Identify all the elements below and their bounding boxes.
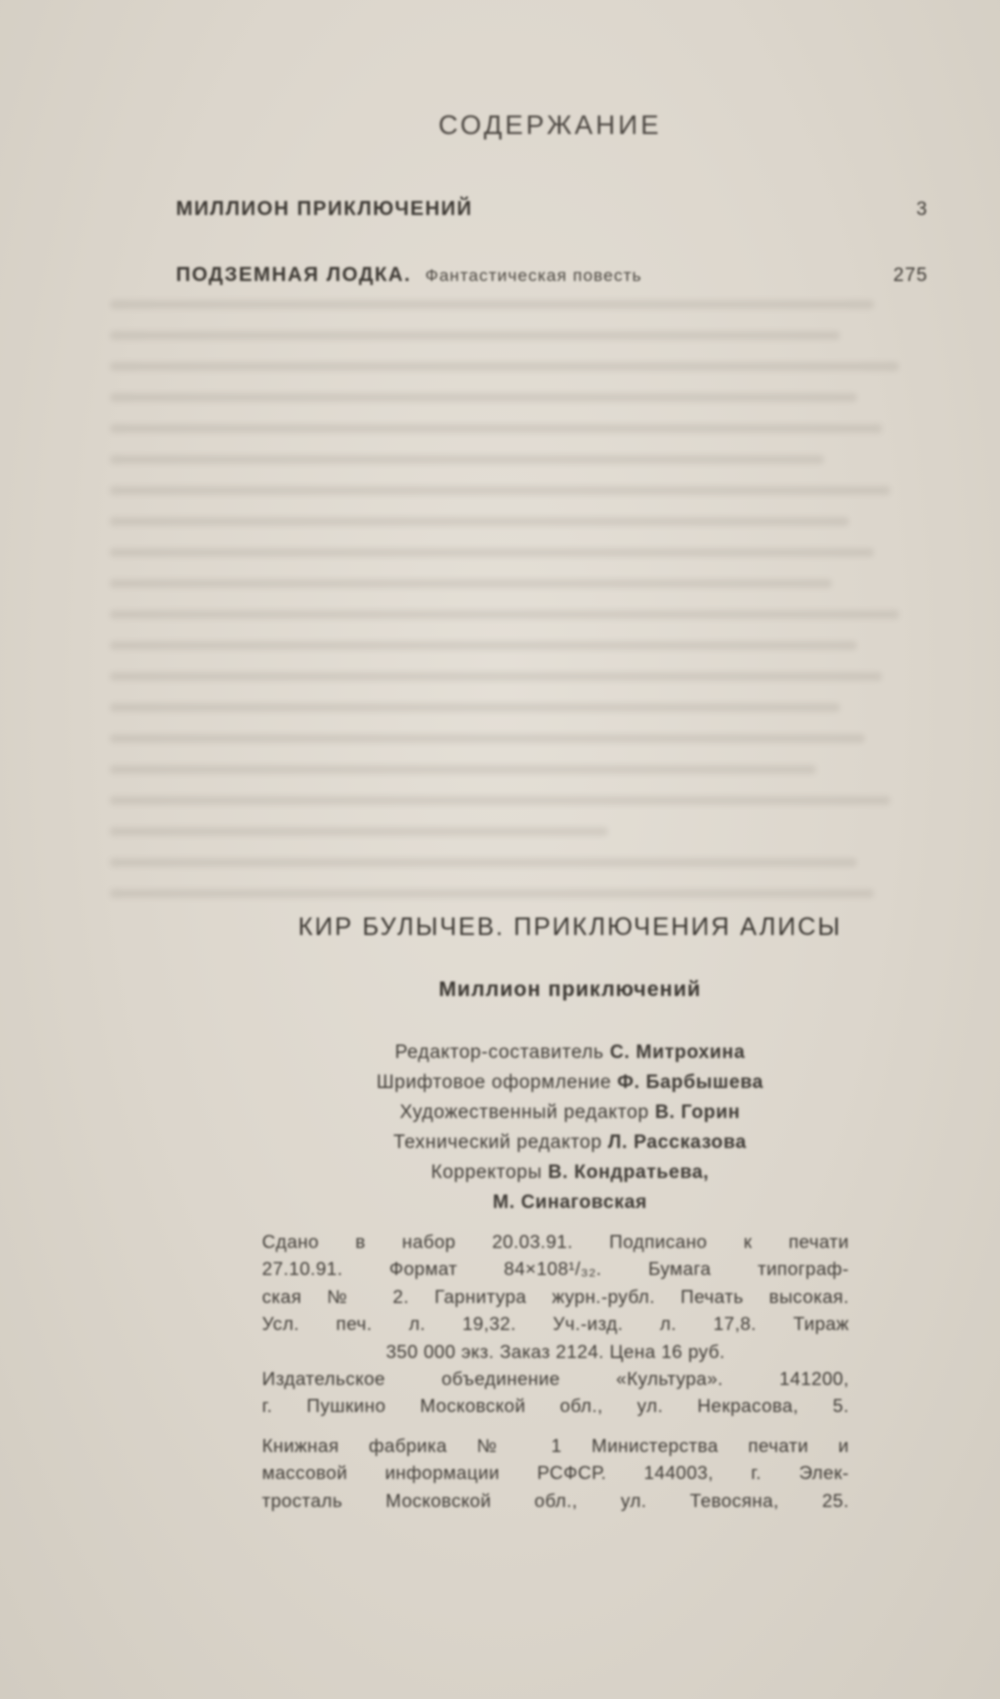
credit-line <box>250 1038 890 1068</box>
credit-role: Редактор-составитель <box>394 1042 604 1063</box>
printer-line: тросталь Московской обл., ул. Тевосяна, 25. <box>262 1489 849 1511</box>
credit-name: В. Кондратьева, <box>548 1162 710 1183</box>
imprint-line: 350 000 экз. Заказ 2124. Цена 16 руб. <box>385 1340 726 1362</box>
printer-block <box>262 1432 849 1514</box>
imprint-line: Усл. печ. л. 19,32. Уч.-изд. л. 17,8. Тираж <box>262 1313 849 1335</box>
imprint-line: 27.10.91. Формат 84×108¹/₃₂. Бумага типограф- <box>262 1258 849 1280</box>
credit-line <box>250 1068 890 1098</box>
credit-name: С. Митрохина <box>609 1042 746 1063</box>
imprint-line: Издательское объединение «Культура». 141200, <box>262 1368 849 1390</box>
contents-entry-page: 3 <box>916 199 928 220</box>
imprint-line: г. Пушкино Московской обл., ул. Некрасова, 5. <box>262 1395 849 1417</box>
imprint-block <box>262 1228 849 1420</box>
credits-block <box>250 1038 890 1218</box>
credit-name: В. Горин <box>654 1102 741 1123</box>
credit-line <box>250 1098 890 1128</box>
printer-line: Книжная фабрика № 1 Министерства печати и <box>262 1435 849 1456</box>
contents-entry-page: 275 <box>893 265 928 286</box>
contents-entry <box>176 198 928 221</box>
contents-entry-title: МИЛЛИОН ПРИКЛЮЧЕНИЙ <box>176 198 473 220</box>
reverse-side-show-through <box>110 300 940 920</box>
credit-name: Ф. Барбышева <box>617 1072 764 1093</box>
credit-name: М. Синаговская <box>492 1192 648 1213</box>
credit-line <box>250 1128 890 1158</box>
credit-line <box>250 1188 890 1218</box>
credit-role: Технический редактор <box>393 1132 602 1153</box>
credit-role: Шрифтовое оформление <box>376 1072 612 1093</box>
credit-role: Корректоры <box>430 1162 543 1183</box>
credit-role: Художественный редактор <box>399 1102 650 1123</box>
credit-name: Л. Рассказова <box>607 1132 747 1153</box>
imprint-line: ская № 2. Гарнитура журн.-рубл. Печать высокая. <box>262 1285 849 1307</box>
book-subtitle: Миллион приключений <box>438 978 702 1001</box>
contents-entry-subtitle: Фантастическая повесть <box>425 266 642 285</box>
imprint-line: Сдано в набор 20.03.91. Подписано к печати <box>262 1231 849 1252</box>
credit-line <box>250 1158 890 1188</box>
printer-line: массовой информации РСФСР. 144003, г. Элек- <box>262 1462 849 1484</box>
contents-entry <box>176 264 928 287</box>
contents-heading: СОДЕРЖАНИЕ <box>438 110 662 140</box>
contents-entry-title: ПОДЗЕМНАЯ ЛОДКА. <box>176 264 412 286</box>
book-title: КИР БУЛЫЧЕВ. ПРИКЛЮЧЕНИЯ АЛИСЫ <box>298 913 842 941</box>
